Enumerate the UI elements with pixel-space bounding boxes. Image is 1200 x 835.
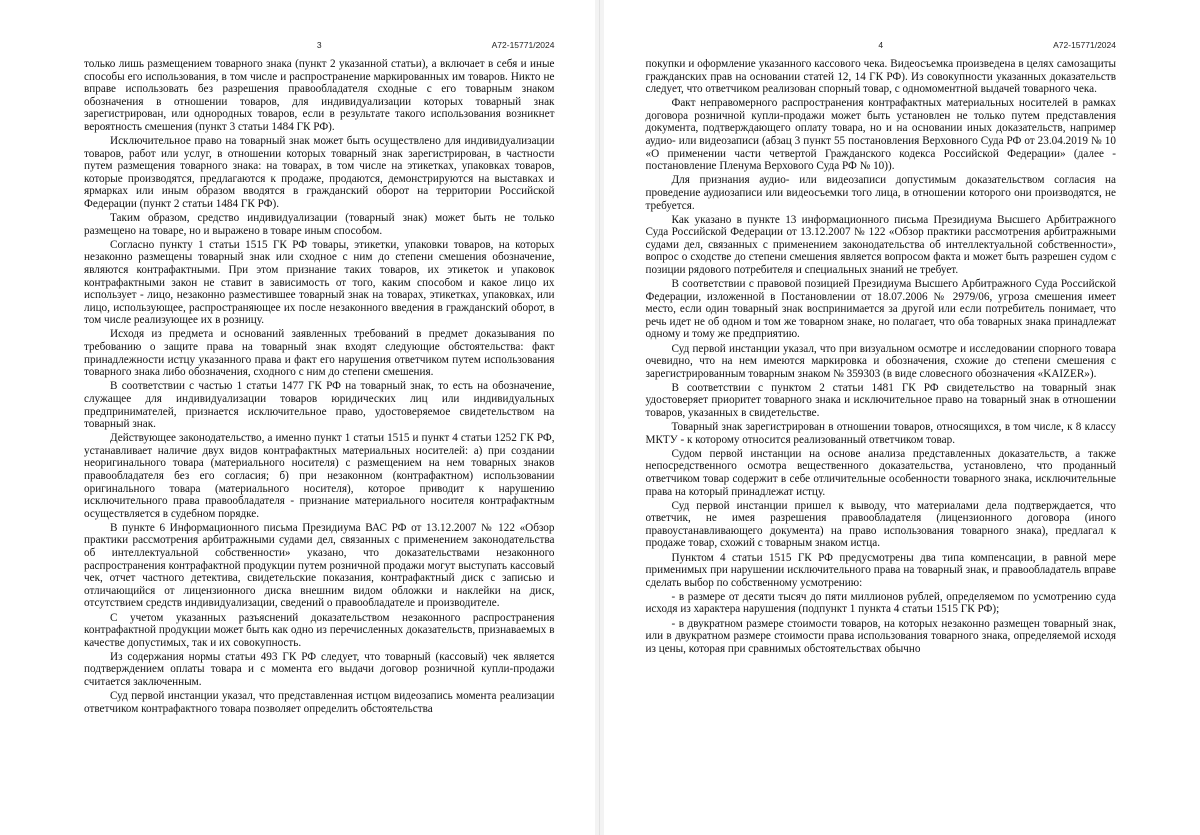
paragraph: Исключительное право на товарный знак может быть осуществлено для индивидуализации товаров, работ или услуг, в отношении которых товарный знак зарегистрирован, в частности путем размещения товарного знака: на товарах, в том числе на этикетках, упаковках товаров, которые производятся, предлагаются к продаже, продаются, демонстрируются на выставках и ярмарках или иным образом вводятся в гражданский оборот на территории Российской Федерации (пункт 2 статьи 1484 ГК РФ). [84, 135, 555, 211]
paragraph: покупки и оформление указанного кассового чека. Видеосъемка произведена в целях самозащиты гражданских прав на основании статей 12, 14 ГК РФ). Из совокупности указанных доказательств следует, что ответчиком реализован спорный товар, с одномоментной выдачей товарного чека. [645, 58, 1116, 96]
case-number: А72-15771/2024 [491, 40, 555, 50]
paragraph: В пункте 6 Информационного письма Президиума ВАС РФ от 13.12.2007 № 122 «Обзор практики рассмотрения арбитражными судами дел, связанных с применением законодательства об интеллектуальной собственности» указано, что доказательствами незаконного распространения контрафактной продукции путем розничной продажи могут выступать кассовый чек, отчет частного детектива, свидетельские показания, контрафактный диск с записью и отличающийся от лицензионного диска внешним видом обложки и наклейки на диск, отсутствием средств индивидуализации, сведений о правообладателе и производителе. [84, 521, 555, 610]
paragraph: Действующее законодательство, а именно пункт 1 статьи 1515 и пункт 4 статьи 1252 ГК РФ, устанавливает наличие двух видов контрафактных материальных носителей: а) при создании неоригинального товара (материального носителя) с размещением на нем товарных знаков правообладателя без его согласия; б) при незаконном (контрафактном) использовании оригинального товара (материального носителя), которое приводит к нарушению исключительного права правообладателя - признание материального носителя контрафактным осуществляется в судебном порядке. [84, 432, 555, 520]
paragraph: Суд первой инстанции пришел к выводу, что материалами дела подтверждается, что ответчик, не имея разрешения правообладателя (лицензионного договора (иного правоустанавливающего документа) на право использования товарного знака), предлагал к продаже товар, схожий с товарным знаком истца. [645, 499, 1116, 550]
paragraph: Суд первой инстанции указал, что представленная истцом видеозапись момента реализации ответчиком контрафактного товара позволяет определить обстоятельства [84, 690, 555, 715]
page-4 [604, 0, 1200, 835]
paragraph: Товарный знак зарегистрирован в отношении товаров, относящихся, в том числе, к 8 классу МКТУ - к которому относится реализованный ответчиком товар. [645, 421, 1116, 446]
paragraph: С учетом указанных разъяснений доказательством незаконного распространения контрафактной продукции может быть как одно из перечисленных доказательств, признаваемых в качестве допустимых, так и их совокупность. [84, 611, 555, 649]
paragraph: Пунктом 4 статьи 1515 ГК РФ предусмотрены два типа компенсации, в равной мере применимых при нарушении исключительного права на товарный знак, и правообладатель вправе сделать выбор по собственному усмотрению: [645, 551, 1116, 589]
paragraph: Как указано в пункте 13 информационного письма Президиума Высшего Арбитражного Суда Российской Федерации от 13.12.2007 № 122 «Обзор практики рассмотрения арбитражными судами дел, связанных с применением законодательства об интеллектуальной собственности», вопрос о сходстве до степени смешения является вопросом факта и может быть разрешен судом с позиции рядового потребителя и специальных знаний не требует. [645, 213, 1116, 276]
paragraph: Суд первой инстанции указал, что при визуальном осмотре и исследовании спорного товара очевидно, что на нем имеются маркировка и обозначения, схожие до степени смешения с зарегистрированным товарным знаком № 359303 (в виде словесного обозначения «KAIZER»). [645, 342, 1116, 380]
page-3 [0, 0, 595, 835]
paragraph: Исходя из предмета и оснований заявленных требований в предмет доказывания по требованию о защите права на товарный знак входят следующие обстоятельства: факт принадлежности истцу указанного права и факт его нарушения ответчиком путем использования товарного знака либо обозначения, сходного с ним до степени смешения. [84, 328, 555, 379]
paragraph: Согласно пункту 1 статьи 1515 ГК РФ товары, этикетки, упаковки товаров, на которых незаконно размещены товарный знак или сходное с ним до степени смешения обозначение, являются контрафактными. При этом признание таких товаров, их этикеток и упаковок контрафактными закон не ставит в зависимость от того, каким способом и какое лицо их использует - лицо, незаконно разместившее товарный знак на товарах, этикетках, упаковках, или лицо, использующее, распространяющее их после незаконного введения в гражданский оборот, в том числе реализующее их в розницу. [84, 238, 555, 327]
page-gutter [599, 0, 600, 835]
case-number: А72-15771/2024 [1053, 40, 1116, 50]
paragraph: В соответствии с правовой позицией Президиума Высшего Арбитражного Суда Российской Федерации, изложенной в Постановлении от 18.07.2006 № 2979/06, угроза смешения имеет место, если один товарный знак воспринимается за другой или если потребитель понимает, что речь идет не об одном и том же товарном знаке, но полагает, что оба товарных знака принадлежат одному и тому же предприятию. [645, 278, 1116, 341]
paragraph: Таким образом, средство индивидуализации (товарный знак) может быть не только размещено на товаре, но и выражено в товаре иным способом. [84, 212, 555, 237]
page-header [84, 40, 555, 54]
paragraph: только лишь размещением товарного знака (пункт 2 указанной статьи), а включает в себя и иные способы его использования, в том числе и распространение маркированных им товаров. Никто не вправе использовать без разрешения правообладателя сходные с его товарным знаком обозначения в отношении товаров, для индивидуализации которых товарный знак зарегистрирован, или однородных товаров, если в результате такого использования возникнет вероятность смешения (пункт 3 статьи 1484 ГК РФ). [84, 58, 555, 133]
paragraph: Факт неправомерного распространения контрафактных материальных носителей в рамках договора розничной купли-продажи может быть установлен не только путем представления документа, подтверждающего оплату товара, но и на основании иных доказательств, например аудио- или видеозаписи (абзац 3 пункт 55 постановления Верховного Суда РФ от 23.04.2019 № 10 «О применении части четвертой Гражданского кодекса Российской Федерации» (далее - постановление Пленума Верхового Суда РФ № 10)). [645, 97, 1116, 173]
page-header [646, 40, 1117, 54]
paragraph: Судом первой инстанции на основе анализа представленных доказательств, а также непосредственного осмотра вещественного доказательства, установлено, что проданный ответчиком товар содержит в себе отличительные особенности товарного знака, исключительные права на который принадлежат истцу. [645, 447, 1116, 498]
page-number: 4 [878, 40, 884, 50]
paragraph: В соответствии с пунктом 2 статьи 1481 ГК РФ свидетельство на товарный знак удостоверяет приоритет товарного знака и исключительное право на товарный знак в отношении товаров, указанных в свидетельстве. [645, 381, 1116, 420]
page-body [84, 58, 555, 715]
paragraph: Для признания аудио- или видеозаписи допустимым доказательством согласия на проведение аудиозаписи или видеосъемки того лица, в отношении которого они производятся, не требуется. [645, 174, 1116, 212]
page-number: 3 [316, 40, 322, 50]
page-body [646, 58, 1117, 655]
paragraph: - в размере от десяти тысяч до пяти миллионов рублей, определяемом по усмотрению суда исходя из характера нарушения (подпункт 1 пункта 4 статьи 1515 ГК РФ); [645, 590, 1116, 616]
paragraph: - в двукратном размере стоимости товаров, на которых незаконно размещен товарный знак, или в двукратном размере стоимости права использования товарного знака, определяемой исходя из цены, которая при сравнимых обстоятельствах обычно [645, 617, 1116, 655]
paragraph: Из содержания нормы статьи 493 ГК РФ следует, что товарный (кассовый) чек является подтверждением оплаты товара и с момента его выдачи договор розничной купли-продажи считается заключенным. [84, 650, 555, 688]
paragraph: В соответствии с частью 1 статьи 1477 ГК РФ на товарный знак, то есть на обозначение, служащее для индивидуализации товаров юридических лиц или индивидуальных предпринимателей, признается исключительное право, удостоверяемое свидетельством на товарный знак. [84, 380, 555, 431]
